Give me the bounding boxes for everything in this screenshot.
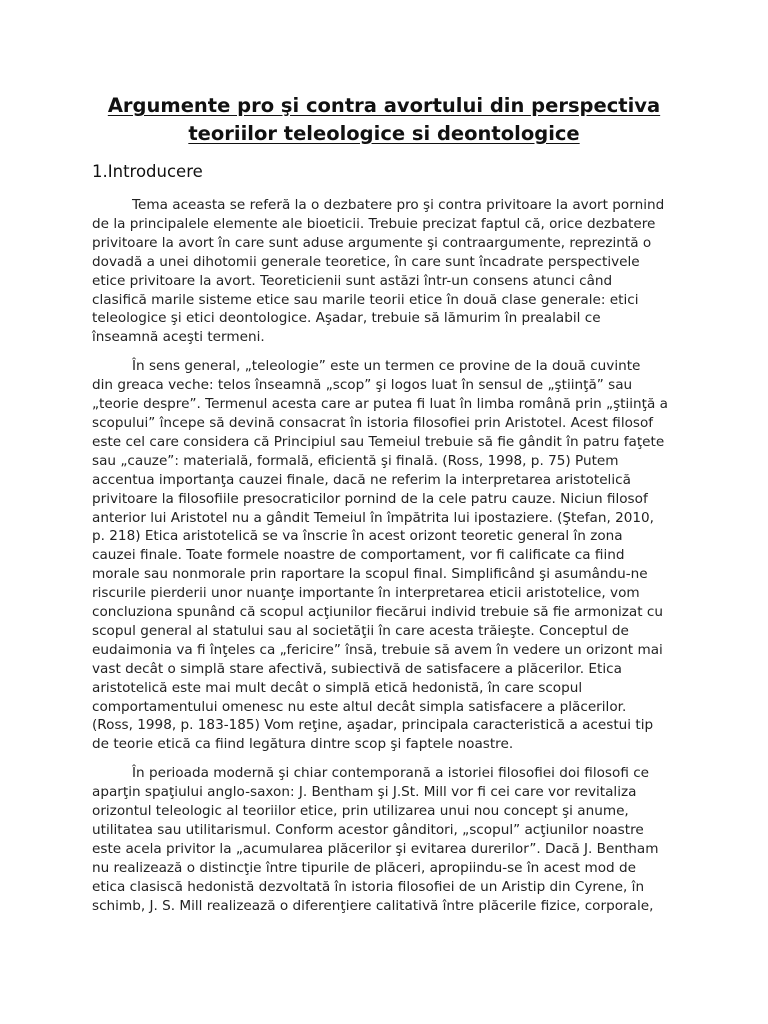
paragraph-line: accentua importanţa cauzei finale, dacă ne referim la interpretarea aristotelică	[92, 471, 631, 488]
paragraph	[92, 357, 684, 754]
paragraph-line: aristotelică este mai mult decât o simplă etică hedonistă, în care scopul	[92, 679, 583, 696]
paragraph-line: nu realizează o distincţie între tipurile de plăceri, apropiindu-se în acest mod de	[92, 859, 636, 876]
paragraph	[92, 196, 684, 347]
paragraph-line: orizontul teleologic al teoriilor etice, prin utilizarea unui nou concept şi anume,	[92, 803, 629, 820]
paragraph-line: privitoare la filosofiile presocraticilor pornind de la cele patru cauze. Niciun filosof	[92, 490, 648, 507]
paragraph-line: este acela privitor la „acumularea plăcerilor şi evitarea durerilor”. Dacă J. Bentham	[92, 840, 659, 857]
paragraph-line: anterior lui Aristotel nu a gândit Temeiul în împătrita lui ipostaziere. (Ştefan, 2010,	[92, 509, 655, 526]
paragraph-line: etice privitoare la avort. Teoreticienii sunt astăzi într-un consens atunci când	[92, 272, 613, 289]
paragraph-line: sau „cauze”: materială, formală, eficientă şi finală. (Ross, 1998, p. 75) Putem	[92, 452, 619, 469]
paragraph-line: concluziona spunând că scopul acţiunilor fiecărui individ trebuie să fie armonizat cu	[92, 604, 663, 621]
paragraph-line: de teorie etică ca fiind legătura dintre scop şi faptele noastre.	[92, 736, 514, 753]
paragraph-line: comportamentului omenesc nu este altul decât simpla satisfacere a plăcerilor.	[92, 698, 627, 715]
paragraph-line: „teorie despre”. Termenul acesta care ar putea fi luat în limba română prin „ştiinţă a	[92, 396, 668, 413]
document-title	[60, 92, 708, 148]
paragraph-line: clasifică marile sisteme etice sau marile teorii etice în două clase generale: etici	[92, 291, 639, 308]
paragraph-line: riscurile pierderii unor nuanţe importante în interpretarea eticii aristotelice, vom	[92, 585, 640, 602]
paragraph-line: utilitatea sau utilitarismul. Conform acestor gânditori, „scopul” acţiunilor noastre	[92, 822, 644, 838]
paragraph-line: de la principalele elemente ale bioeticii. Trebuie precizat faptul că, orice dezbatere	[92, 215, 656, 232]
title-line-2: teoriilor teleologice si deontologice	[188, 122, 580, 145]
title-line-1: Argumente pro şi contra avortului din perspectiva	[107, 94, 661, 117]
paragraph-line: vast decât o simplă stare afectivă, subiectivă de satisfacere a plăcerilor. Etica	[92, 660, 622, 677]
paragraph-line: În sens general, „teleologie” este un termen ce provine de la două cuvinte	[132, 358, 641, 375]
section-heading-introduction: 1.Introducere	[92, 162, 203, 181]
paragraph-line: scopul general al statului sau al societăţii în care acesta trăieşte. Conceptul de	[92, 622, 629, 639]
paragraph-line: teleologice şi etici deontologice. Aşadar, trebuie să lămurim în prealabil ce	[92, 310, 601, 327]
paragraph-line: (Ross, 1998, p. 183-185) Vom reţine, aşadar, principala caracteristică a acestui tip	[92, 717, 654, 734]
paragraph-line: În perioada modernă şi chiar contemporană a istoriei filosofiei doi filosofi ce	[132, 765, 650, 782]
paragraph-line: cauzei finale. Toate formele noastre de comportament, vor fi calificate ca fiind	[92, 547, 625, 564]
paragraph-line: eudaimonia va fi înţeles ca „fericire” însă, trebuie să avem în vedere un orizont mai	[92, 641, 663, 658]
paragraph-line: înseamnă aceşti termeni.	[92, 329, 265, 346]
paragraph-line: este cel care considera că Principiul sau Temeiul trebuie să fie gândit în patru faţete	[92, 433, 665, 450]
paragraph-line: p. 218) Etica aristotelică se va înscrie în acest orizont teoretic general în zona	[92, 528, 623, 545]
paragraph-line: Tema aceasta se referă la o dezbatere pro şi contra privitoare la avort pornind	[132, 197, 665, 213]
body-text	[92, 196, 684, 926]
paragraph-line: schimb, J. S. Mill realizează o diferenţiere calitativă între plăcerile fizice, corporale,	[92, 897, 654, 914]
paragraph-line: aparţin spaţiului anglo-saxon: J. Bentham şi J.St. Mill vor fi cei care vor revitaliza	[92, 784, 637, 801]
paragraph-line: scopului” începe să devină consacrat în istoria filosofiei prin Aristotel. Acest filosof	[92, 414, 654, 431]
paragraph-line: din greaca veche: telos înseamnă „scop” şi logos luat în sensul de „ştiinţă” sau	[92, 377, 633, 394]
paragraph	[92, 764, 684, 915]
paragraph-line: privitoare la avort în care sunt aduse argumente şi contraargumente, reprezintă o	[92, 234, 652, 251]
paragraph-line: dovadă a unei dihotomii generale teoretice, în care sunt încadrate perspectivele	[92, 253, 640, 270]
paragraph-line: etica clasiscă hedonistă dezvoltată în istoria filosofiei de un Aristip din Cyrene, în	[92, 878, 645, 895]
paragraph-line: morale sau nonmorale prin raportare la scopul final. Simplificând şi asumându-ne	[92, 566, 648, 583]
